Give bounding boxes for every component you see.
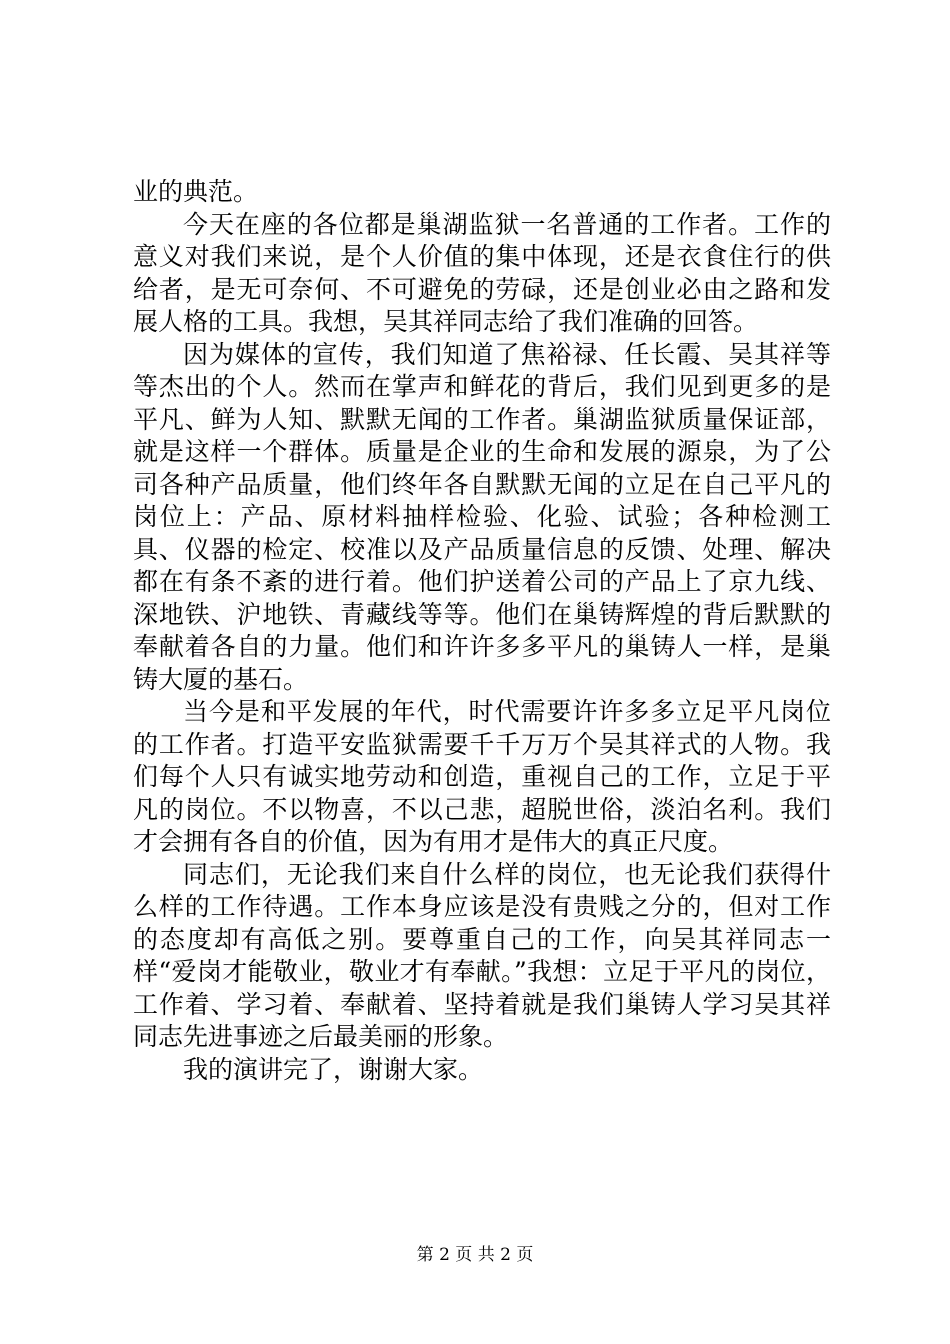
paragraph-continuation: 业的典范。 (133, 177, 259, 206)
paragraph: 因为媒体的宣传，我们知道了焦裕禄、任长霞、吴其祥等等杰出的个人。然而在掌声和鲜花的背后，我们见到更多的是平凡、鲜为人知、默默无闻的工作者。巢湖监狱质量保证部，就是这样一个群体。质量是企业的生命和发展的源泉，为了公司各种产品质量，他们终年各自默默无闻的立足在自己平凡的岗位上：产品、原材料抽样检验、化验、试验；各种检测工具、仪器的检定、校准以及产品质量信息的反馈、处理、解决都在有条不紊的进行着。他们护送着公司的产品上了京九线、深地铁、沪地铁、青藏线等等。他们在巢铸辉煌的背后默默的奉献着各自的力量。他们和许许多多平凡的巢铸人一样，是巢铸大厦的基石。 (133, 339, 831, 694)
document-body (133, 176, 831, 1086)
paragraph: 同志们，无论我们来自什么样的岗位，也无论我们获得什么样的工作待遇。工作本身应该是没有贵贱之分的，但对工作的态度却有高低之别。要尊重自己的工作，向吴其祥同志一样“爱岗才能敬业，敬业才有奉献。”我想：立足于平凡的岗位，工作着、学习着、奉献着、坚持着就是我们巢铸人学习吴其祥同志先进事迹之后最美丽的形象。 (133, 859, 831, 1051)
page-number-footer: 第 2 页 共 2 页 (416, 1245, 534, 1265)
paragraph-closing: 我的演讲完了，谢谢大家。 (183, 1054, 484, 1084)
paragraph: 当今是和平发展的年代，时代需要许许多多立足平凡岗位的工作者。打造平安监狱需要千千万万个吴其祥式的人物。我们每个人只有诚实地劳动和创造，重视自己的工作，立足于平凡的岗位。不以物喜，不以己悲，超脱世俗，淡泊名利。我们才会拥有各自的价值，因为有用才是伟大的真正尺度。 (133, 697, 831, 856)
paragraph: 今天在座的各位都是巢湖监狱一名普通的工作者。工作的意义对我们来说，是个人价值的集中体现，还是衣食住行的供给者，是无可奈何、不可避免的劳碌，还是创业必由之路和发展人格的工具。我想，吴其祥同志给了我们准确的回答。 (133, 209, 831, 336)
